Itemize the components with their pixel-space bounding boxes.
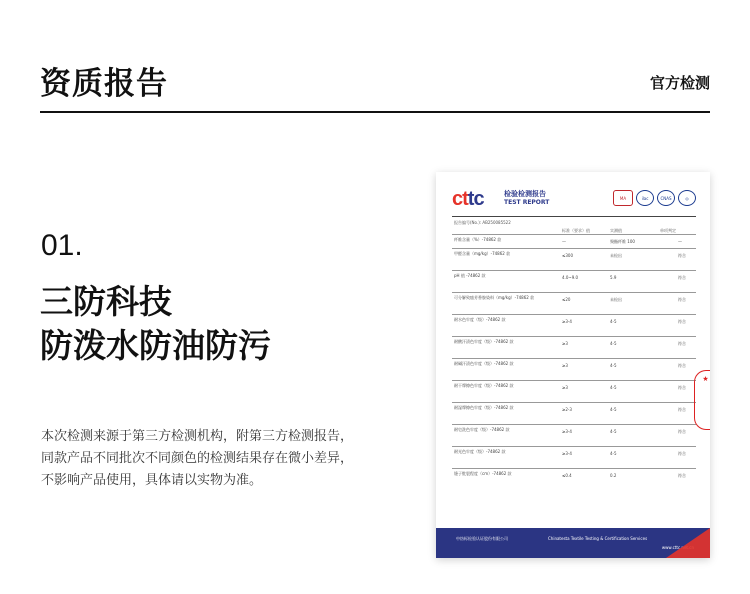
report-table-cell: 0.2: [610, 473, 617, 478]
report-table-row: [452, 380, 696, 402]
ilac-badge-icon: ilac: [636, 190, 654, 206]
report-table-cell: 符合: [678, 429, 686, 434]
report-table-cell: 4.0~9.0: [562, 275, 579, 280]
report-table-cell: 符合: [678, 253, 686, 258]
report-table-row: [452, 270, 696, 292]
official-test-label: 官方检测: [649, 74, 710, 92]
report-table-cell: pH 值 -74862 款: [454, 273, 486, 278]
report-table-cell: —: [562, 239, 566, 244]
report-table-cell: 4-5: [610, 319, 617, 324]
report-table-cell: 甲醛含量（mg/kg）-74862 款: [454, 251, 511, 256]
report-header: [452, 188, 696, 212]
report-table-cell: ≥3-4: [562, 429, 572, 434]
cttc-logo: cttc: [452, 188, 484, 210]
report-table-row: [452, 234, 696, 248]
footer-website: www.cttc.net.cn: [661, 545, 694, 550]
report-table-cell: ≥3-4: [562, 319, 572, 324]
report-table-cell: 缝子纰裂程度（cm）-74862 款: [454, 471, 512, 476]
report-table-row: [452, 248, 696, 270]
report-table-row: [452, 402, 696, 424]
report-table-cell: 未检出: [610, 297, 622, 302]
cma-badge-icon: MA: [613, 190, 633, 206]
report-table-cell: —: [678, 239, 682, 244]
report-table-cell: 符合: [678, 275, 686, 280]
report-table-cell: 4-5: [610, 429, 617, 434]
headline-line-1: 三防科技: [40, 282, 172, 321]
report-table-cell: ≥3-4: [562, 451, 572, 456]
section-description: [41, 426, 381, 492]
report-table-cell: 4-5: [610, 407, 617, 412]
report-col-result: 实测值: [610, 228, 622, 233]
report-table-cell: 未检出: [610, 253, 622, 258]
headline-line-2: 防泼水防油防污: [40, 326, 271, 365]
report-table-cell: 耐光色牢度（级）-74862 款: [454, 449, 506, 454]
footer-org-en: Chinatesta Textile Testing & Certification Services: [548, 536, 648, 541]
report-table-cell: 符合: [678, 473, 686, 478]
report-table-cell: 4-5: [610, 385, 617, 390]
report-table: [452, 234, 696, 490]
report-table-row: [452, 314, 696, 336]
report-table-row: [452, 446, 696, 468]
report-table-row: [452, 336, 696, 358]
description-line-1: 本次检测来源于第三方检测机构，附第三方检测报告，: [41, 429, 354, 444]
report-number: 报告编号(No.): AB250085522: [454, 220, 511, 225]
report-table-row: [452, 424, 696, 446]
report-table-cell: 4-5: [610, 363, 617, 368]
description-line-3: 不影响产品使用，具体请以实物为准。: [41, 473, 263, 488]
report-table-row: [452, 292, 696, 314]
globe-badge-icon: ◎: [678, 190, 696, 206]
report-table-cell: 耐湿摩擦色牢度（级）-74862 款: [454, 405, 514, 410]
report-table-cell: 耐酸汗渍色牢度（级）-74862 款: [454, 339, 514, 344]
report-table-cell: 耐水色牢度（级）-74862 款: [454, 317, 506, 322]
report-table-cell: ≤0.4: [562, 473, 572, 478]
report-table-cell: ≥3: [562, 341, 568, 346]
report-table-cell: 纤维含量（%）-74862 款: [454, 237, 502, 242]
report-table-cell: ≥3: [562, 363, 568, 368]
description-line-2: 同款产品不同批次不同颜色的检测结果存在微小差异，: [41, 451, 354, 466]
report-table-cell: 符合: [678, 363, 686, 368]
report-table-cell: ≥3: [562, 385, 568, 390]
report-table-cell: 符合: [678, 407, 686, 412]
page-title: 资质报告: [40, 66, 168, 102]
report-title-cn: 检验检测报告: [504, 190, 546, 198]
report-table-cell: 符合: [678, 319, 686, 324]
footer-red-corner: [666, 528, 710, 558]
report-table-row: [452, 358, 696, 380]
section-number: 01.: [41, 229, 83, 262]
report-table-row: [452, 468, 696, 490]
report-table-cell: 5.9: [610, 275, 617, 280]
report-table-cell: ≤300: [562, 253, 573, 258]
report-col-judgement: 单项判定: [660, 228, 676, 233]
footer-org-cn: 中纺标检验认证股份有限公司: [456, 536, 508, 541]
report-table-cell: ≤20: [562, 297, 571, 302]
report-table-cell: 4-5: [610, 341, 617, 346]
report-table-cell: 耐皂洗色牢度（级）-74862 款: [454, 427, 510, 432]
report-table-cell: 4-5: [610, 451, 617, 456]
certification-badges: [613, 190, 696, 206]
report-table-cell: 符合: [678, 341, 686, 346]
report-table-cell: 可分解致癌芳香胺染料（mg/kg）-74862 款: [454, 295, 535, 300]
report-header-rule: [452, 216, 696, 217]
report-title-en: TEST REPORT: [504, 199, 550, 206]
report-table-cell: 耐干摩擦色牢度（级）-74862 款: [454, 383, 514, 388]
inspection-stamp: ★: [694, 370, 710, 430]
report-table-cell: 聚酯纤维 100: [610, 239, 635, 244]
section-headline: [40, 280, 271, 368]
report-col-requirement: 标准（要求）值: [562, 228, 590, 233]
report-table-cell: ≥2-3: [562, 407, 572, 412]
cnas-badge-icon: CNAS: [657, 190, 675, 206]
report-table-cell: 符合: [678, 385, 686, 390]
report-table-cell: 耐碱汗渍色牢度（级）-74862 款: [454, 361, 514, 366]
report-table-cell: 符合: [678, 451, 686, 456]
test-report-image: [436, 172, 710, 558]
header-divider: [40, 111, 710, 113]
report-table-cell: 符合: [678, 297, 686, 302]
